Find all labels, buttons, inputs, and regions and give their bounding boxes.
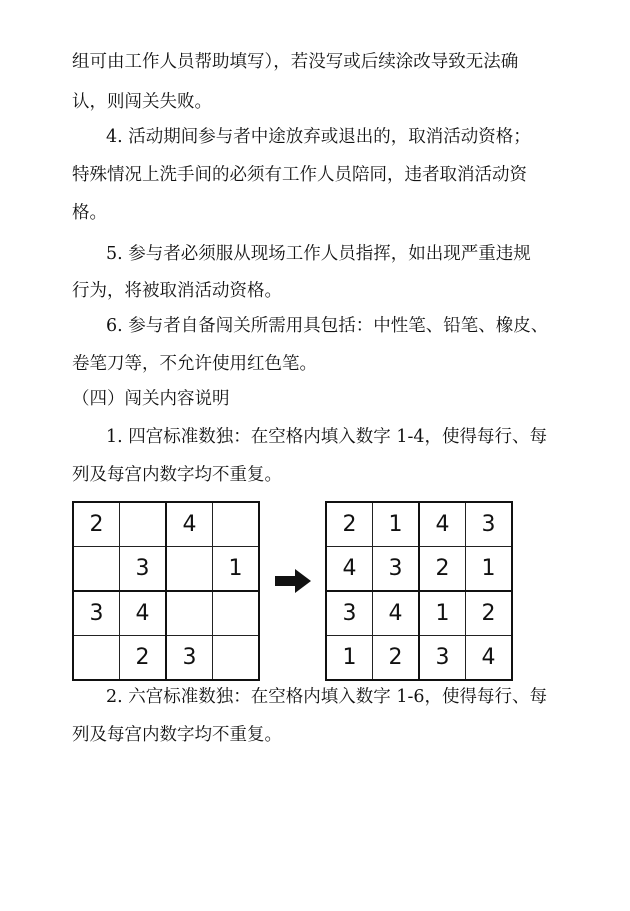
solution-cell: 3 [419, 636, 466, 681]
puzzle-cell [166, 591, 213, 636]
puzzle-cell: 4 [166, 502, 213, 547]
solution-cell: 3 [373, 547, 420, 592]
solution-cell: 1 [373, 502, 420, 547]
solution-cell: 4 [326, 547, 373, 592]
solution-cell: 2 [419, 547, 466, 592]
puzzle-cell [213, 636, 260, 681]
paragraph-line: 认，则闯关失败。 [72, 92, 212, 112]
rule-6-line: 6. 参与者自备闯关所需用具包括：中性笔、铅笔、橡皮、 [106, 316, 549, 336]
rule-6-line: 卷笔刀等，不允许使用红色笔。 [72, 354, 317, 374]
rule-4-line: 4. 活动期间参与者中途放弃或退出的，取消活动资格； [106, 127, 531, 147]
rule-4-line: 格。 [72, 203, 107, 223]
puzzle-cell: 3 [73, 591, 120, 636]
sudoku-6-description: 列及每宫内数字均不重复。 [72, 725, 282, 745]
sudoku-4-description: 1. 四宫标准数独：在空格内填入数字 1-4，使得每行、每 [106, 427, 548, 447]
solution-cell: 2 [466, 591, 513, 636]
puzzle-cell: 2 [120, 636, 167, 681]
solution-cell: 1 [466, 547, 513, 592]
puzzle-cell [73, 547, 120, 592]
puzzle-cell: 3 [120, 547, 167, 592]
rule-5-line: 5. 参与者必须服从现场工作人员指挥，如出现严重违规 [106, 244, 531, 264]
puzzle-cell: 4 [120, 591, 167, 636]
right-arrow-icon [275, 569, 311, 593]
solution-cell: 1 [326, 636, 373, 681]
puzzle-cell: 2 [73, 502, 120, 547]
solution-cell: 2 [373, 636, 420, 681]
paragraph-line: 组可由工作人员帮助填写），若没写或后续涂改导致无法确 [72, 52, 519, 72]
sudoku-6-description: 2. 六宫标准数独：在空格内填入数字 1-6，使得每行、每 [106, 687, 548, 707]
solution-cell: 1 [419, 591, 466, 636]
solution-cell: 2 [326, 502, 373, 547]
puzzle-cell: 3 [166, 636, 213, 681]
puzzle-cell: 1 [213, 547, 260, 592]
sudoku-puzzle-grid [72, 501, 260, 681]
sudoku-4-description: 列及每宫内数字均不重复。 [72, 465, 282, 485]
puzzle-cell [213, 502, 260, 547]
puzzle-cell [166, 547, 213, 592]
puzzle-cell [213, 591, 260, 636]
sudoku-solution-grid [325, 501, 513, 681]
rule-5-line: 行为，将被取消活动资格。 [72, 281, 282, 301]
solution-cell: 4 [419, 502, 466, 547]
puzzle-cell [120, 502, 167, 547]
solution-cell: 3 [466, 502, 513, 547]
section-heading: （四）闯关内容说明 [72, 389, 230, 409]
puzzle-cell [73, 636, 120, 681]
solution-cell: 4 [373, 591, 420, 636]
solution-cell: 4 [466, 636, 513, 681]
solution-cell: 3 [326, 591, 373, 636]
rule-4-line: 特殊情况上洗手间的必须有工作人员陪同，违者取消活动资 [72, 165, 527, 185]
